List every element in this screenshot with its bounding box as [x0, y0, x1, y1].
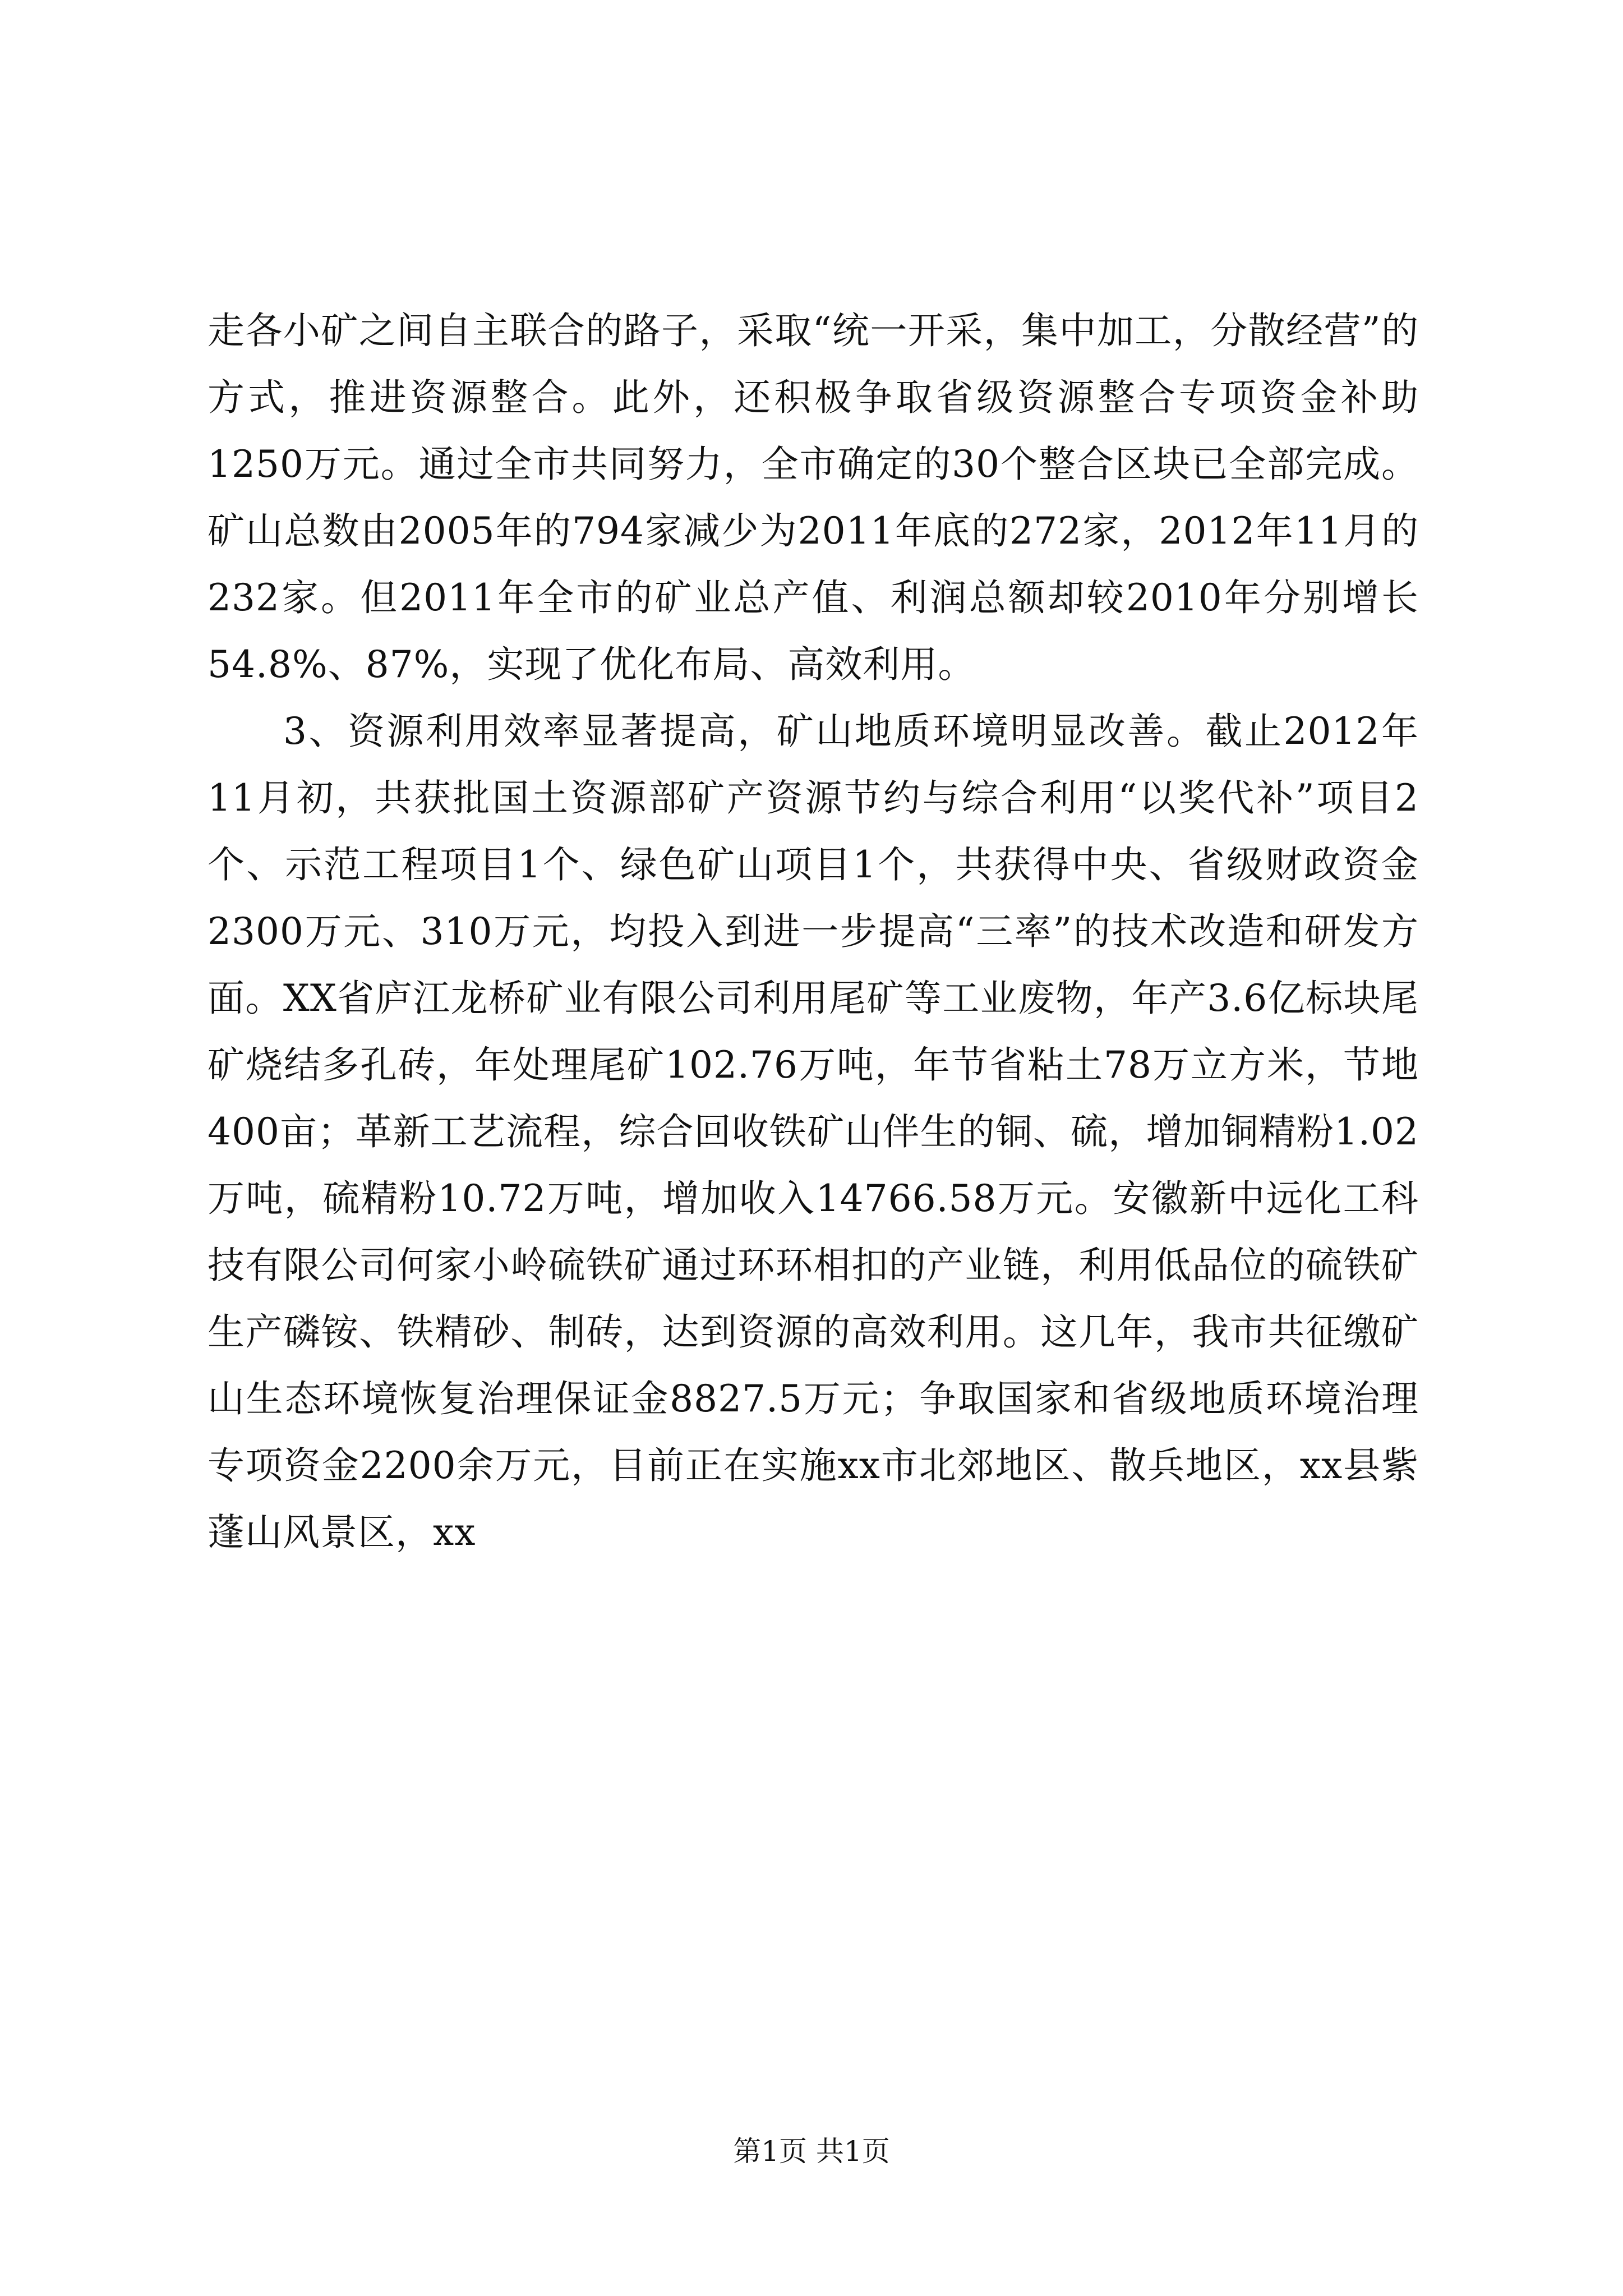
page-footer: 第1页 共1页 [733, 2135, 890, 2168]
paragraph-continuation: 走各小矿之间自主联合的路子，采取“统一开采，集中加工，分散经营”的方式，推进资源整合。此外，还积极争取省级资源整合专项资金补助1250万元。通过全市共同努力，全市确定的30个整合区块已全部完成。矿山总数由2005年的794家减少为2011年底的272家，2012年11月的232家。但2011年全市的矿业总产值、利润总额却较2010年分别增长54.8%、87%，实现了优化布局、高效利用。 [208, 309, 1419, 686]
document-body [208, 297, 1419, 1566]
paragraph-resource-efficiency: 3、资源利用效率显著提高，矿山地质环境明显改善。截止2012年11月初，共获批国土资源部矿产资源节约与综合利用“以奖代补”项目2个、示范工程项目1个、绿色矿山项目1个，共获得中央、省级财政资金2300万元、310万元，均投入到进一步提高“三率”的技术改造和研发方面。XX省庐江龙桥矿业有限公司利用尾矿等工业废物，年产3.6亿标块尾矿烧结多孔砖，年处理尾矿102.76万吨，年节省粘土78万立方米，节地400亩；革新工艺流程，综合回收铁矿山伴生的铜、硫，增加铜精粉1.02万吨，硫精粉10.72万吨，增加收入14766.58万元。安徽新中远化工科技有限公司何家小岭硫铁矿通过环环相扣的产业链，利用低品位的硫铁矿生产磷铵、铁精砂、制砖，达到资源的高效利用。这几年，我市共征缴矿山生态环境恢复治理保证金8827.5万元；争取国家和省级地质环境治理专项资金2200余万元，目前正在实施xx市北郊地区、散兵地区，xx县紫蓬山风景区，xx [208, 710, 1419, 1554]
